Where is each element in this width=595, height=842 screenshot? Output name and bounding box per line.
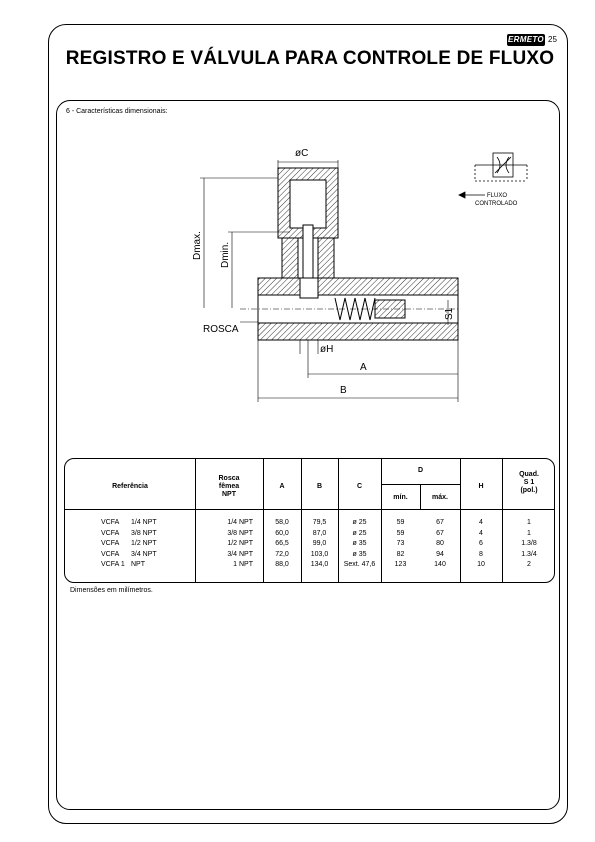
table-cell-dmin: 82 [396,550,405,558]
header-referencia: Referência [112,483,148,490]
header-b: B [316,483,323,490]
table-cell-b: 99,0 [312,540,327,547]
symbol-line2: CONTROLADO [475,201,518,207]
table-cell-h: 8 [479,550,483,558]
table-cell-s1: 1.3/8 [521,540,537,547]
header-dmin: mín. [393,494,408,501]
table-cell-rosca: 3/4 NPT [227,550,253,558]
dim-rosca-label: ROSCA [203,324,239,335]
header-a: A [279,483,285,490]
table-cell-a: 72,0 [275,550,289,558]
header-h: H [478,483,484,490]
header-quad-1: Quad. [519,471,539,478]
table-cell-s1: 1.3/4 [521,550,537,558]
dim-a-label: A [360,362,367,373]
table-cell-rosca: 1/2 NPT [227,540,253,547]
table-cell-rosca: 3/8 NPT [227,529,253,537]
table-cell-dmax: 67 [436,529,444,537]
table-cell-dmax: 140 [434,561,446,568]
table-cell-ref-size: NPT [131,561,145,568]
dim-dmin-label: Dmin. [220,241,231,268]
table-cell-dmax: 94 [436,550,444,558]
table-cell-h: 6 [479,540,483,547]
table-cell-ref-size: 1/4 NPT [131,519,157,526]
table-cell-dmax: 80 [436,540,444,547]
dimensions-table [64,458,555,583]
header-d: D [417,467,424,474]
table-cell-dmin: 73 [396,540,405,547]
header-rosca-1: Rosca [218,475,240,482]
section-heading: 6 - Características dimensionais: [66,108,168,115]
header-quad-3: (pol.) [520,487,538,494]
table-cell-c: ø 25 [352,529,367,537]
table-cell-c: ø 25 [352,519,367,526]
table-cell-c: Sext. 47,6 [343,561,376,568]
dim-h-label: øH [320,344,334,355]
table-cell-b: 79,5 [312,519,327,526]
table-cell-ref-size: 3/8 NPT [131,529,157,537]
valve-drawing [160,140,460,405]
footnote: Dimensões em milímetros. [70,587,153,594]
page-number: 25 [548,35,557,44]
table-cell-c: ø 35 [352,540,367,547]
table-cell-a: 66,5 [275,540,289,547]
table-cell-h: 4 [479,519,483,526]
table-cell-h: 4 [479,529,483,537]
table-cell-ref-model: VCFA [101,550,120,558]
table-cell-c: ø 35 [352,550,367,558]
table-cell-rosca: 1/4 NPT [227,519,253,526]
table-cell-s1: 2 [527,561,531,568]
table-cell-ref-model: VCFA [101,540,120,547]
table-cell-dmin: 123 [394,561,407,568]
table-cell-s1: 1 [527,519,531,526]
table-cell-dmax: 67 [436,519,444,526]
dim-s1-label: S1 [444,307,455,320]
flow-control-symbol [455,145,545,215]
header-dmax: máx. [432,494,448,501]
table-cell-s1: 1 [527,529,531,537]
table-cell-ref-size: 1/2 NPT [131,540,157,547]
table-cell-b: 134,0 [310,561,329,568]
table-cell-a: 58,0 [275,519,289,526]
table-cell-ref-model: VCFA [101,529,120,537]
table-cell-dmin: 59 [396,529,405,537]
dim-dmax-label: Dmax. [192,231,203,260]
table-cell-a: 60,0 [275,529,289,537]
table-cell-b: 87,0 [312,529,327,537]
table-cell-dmin: 59 [396,519,405,526]
symbol-line1: FLUXO [487,193,508,199]
table-cell-b: 103,0 [310,550,329,558]
brand-logo: ERMETO [508,35,544,44]
table-cell-a: 88,0 [275,561,289,568]
header-rosca-2: fêmea [218,483,240,490]
table-cell-ref-size: 3/4 NPT [131,550,157,558]
table-cell-h: 10 [477,561,485,568]
dim-b-label: B [340,385,347,396]
header-rosca-3: NPT [222,491,236,498]
page-title: REGISTRO E VÁLVULA PARA CONTROLE DE FLUXO [65,48,555,69]
header-quad-2: S 1 [523,479,535,486]
dim-c-label: øC [295,148,309,159]
table-cell-ref-model: VCFA [101,519,120,526]
table-cell-ref-model: VCFA 1 [101,561,125,568]
header-c: C [356,483,363,490]
table-cell-rosca: 1 NPT [233,561,253,568]
